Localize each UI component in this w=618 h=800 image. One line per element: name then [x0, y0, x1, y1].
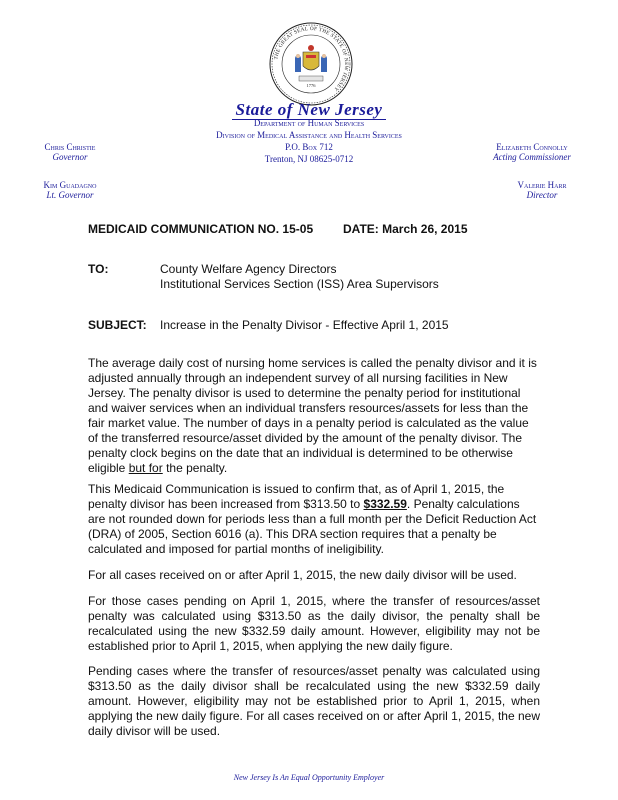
state-title	[0, 100, 618, 120]
new-divisor-amount: $332.59	[363, 497, 407, 511]
lt-governor-title: Lt. Governor	[46, 190, 94, 200]
lt-governor-name: Kim Guadagno	[43, 180, 97, 190]
paragraph-penalty-divisor	[88, 356, 540, 476]
commissioner-name: Elizabeth Connolly	[496, 142, 568, 152]
governor-title: Governor	[52, 152, 88, 162]
to-recipients	[160, 262, 439, 292]
division-name: Division of Medical Assistance and Health Services	[216, 130, 402, 140]
commissioner-block	[482, 142, 582, 162]
to-recipient-1: County Welfare Agency Directors	[160, 262, 337, 276]
commissioner-title: Acting Commissioner	[493, 152, 571, 162]
footer-eoe: New Jersey Is An Equal Opportunity Employer	[233, 773, 385, 782]
p1-underlined: but for	[128, 461, 163, 475]
state-name: State of New Jersey	[235, 100, 383, 119]
to-label: TO:	[88, 262, 109, 276]
communication-header	[88, 222, 468, 236]
paragraph-new-cases: For all cases received on or after April 1, 2015, the new daily divisor will be used.	[88, 568, 517, 582]
p2-text-end: . Penalty calculations are not rounded down for periods less than a full month per the Deficit Reduction Act (DRA) of 2005, Section 6016 (a). This DRA section requires that a penalty be calculated and imposed for partial months of ineligibility.	[88, 497, 537, 556]
communication-number: MEDICAID COMMUNICATION NO. 15-05	[88, 222, 314, 236]
communication-date: DATE: March 26, 2015	[343, 222, 468, 236]
paragraph-confirmation	[88, 482, 540, 557]
governor-name: Chris Christie	[44, 142, 96, 152]
director-name: Valerie Harr	[517, 180, 567, 190]
p2-text: This Medicaid Communication is issued to confirm that, as of April 1, 2015, the penalty divisor has been increased from $313.50 to	[88, 482, 505, 511]
lt-governor-block	[30, 180, 110, 200]
director-block	[502, 180, 582, 200]
p1-text: The average daily cost of nursing home services is called the penalty divisor and it is adjusted annually through an independent survey of all nursing facilities in New Jersey. The penalty divisor is used to determine the penalty period for institutional and waiver services when an individual transfers resources/assets for less than the fair market value. The number of days in a penalty period is calculated as the value of the transferred resource/asset divided by the amount of the penalty divisor. The penalty clock begins on the date that an individual is determined to be otherwise eligible	[88, 356, 537, 475]
director-title: Director	[526, 190, 558, 200]
state-seal-logo	[269, 22, 353, 106]
seal-ring-text: THE GREAT SEAL OF THE STATE OF NEW JERSEY	[273, 25, 350, 93]
to-recipient-2: Institutional Services Section (ISS) Area Supervisors	[160, 277, 439, 291]
paragraph-recalculation: Pending cases where the transfer of resources/asset penalty was calculated using $313.50 as the daily divisor shall be recalculated using the new $332.59 daily amount. However, eligibility may not be established prior to April 1, 2015, when applying the new daily figure. For all cases received on or after April 1, 2015, the new daily divisor will be used.	[88, 664, 540, 738]
po-box: P.O. Box 712	[285, 142, 333, 152]
city-address: Trenton, NJ 08625-0712	[264, 154, 354, 164]
subject-label: SUBJECT:	[88, 318, 147, 332]
seal-year: 1776	[306, 83, 316, 88]
p1-text-end: the penalty.	[166, 461, 228, 475]
paragraph-pending-cases: For those cases pending on April 1, 2015, where the transfer of resources/asset penalty was calculated using $313.50 as the daily divisor, the penalty shall be recalculated using the new $332.59 daily amount. However, eligibility may not be established prior to April 1, 2015, when applying the new daily figure.	[88, 594, 540, 653]
subject-text: Increase in the Penalty Divisor - Effective April 1, 2015	[160, 318, 449, 332]
department-name: Department of Human Services	[253, 118, 365, 128]
governor-block	[30, 142, 110, 162]
